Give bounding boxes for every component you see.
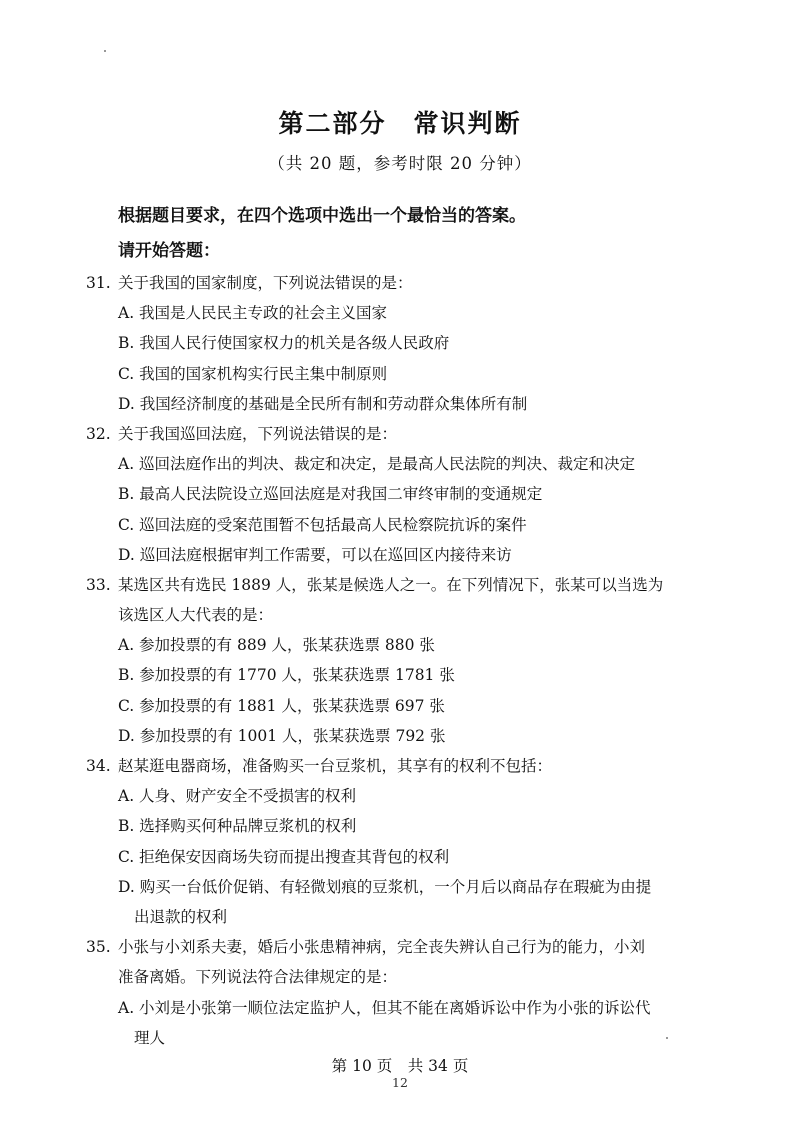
question-block bbox=[0, 268, 800, 419]
question-number: 32. bbox=[86, 424, 111, 443]
question-stem-line bbox=[0, 570, 800, 600]
answer-option: C. 巡回法庭的受案范围暂不包括最高人民检察院抗诉的案件 bbox=[118, 515, 527, 534]
answer-option: C. 参加投票的有 1881 人，张某获选票 697 张 bbox=[118, 696, 445, 715]
scan-speck bbox=[666, 1037, 668, 1039]
section-subtitle: （共 20 题，参考时限 20 分钟） bbox=[268, 154, 532, 173]
question-number: 34. bbox=[86, 757, 111, 775]
answer-option: A. 人身、财产安全不受损害的权利 bbox=[118, 787, 357, 806]
answer-option: A. 巡回法庭作出的判决、裁定和决定，是最高人民法院的判决、裁定和决定 bbox=[118, 455, 636, 474]
question-block bbox=[0, 751, 800, 932]
question-stem-text: 小张与小刘系夫妻，婚后小张患精神病，完全丧失辨认自己行为的能力，小刘 bbox=[118, 938, 646, 957]
instruction-text: 根据题目要求，在四个选项中选出一个最恰当的答案。 bbox=[118, 206, 526, 226]
page-number: 12 bbox=[392, 1075, 408, 1090]
question-stem-text: 准备离婚。下列说法符合法律规定的是： bbox=[118, 968, 398, 987]
answer-option: A. 参加投票的有 889 人，张某获选票 880 张 bbox=[118, 636, 435, 655]
answer-option: D. 参加投票的有 1001 人，张某获选票 792 张 bbox=[118, 726, 446, 745]
question-number: 33. bbox=[86, 575, 111, 594]
question-stem-text: 关于我国的国家制度，下列说法错误的是： bbox=[118, 274, 413, 292]
answer-option: C. 拒绝保安因商场失窃而提出搜查其背包的权利 bbox=[118, 847, 450, 866]
question-stem-line bbox=[0, 268, 800, 298]
section-title: 第二部分 常识判断 bbox=[278, 109, 522, 138]
scan-speck bbox=[104, 50, 106, 52]
question-number: 31. bbox=[86, 274, 111, 292]
question-block bbox=[0, 570, 800, 751]
answer-option: B. 选择购买何种品牌豆浆机的权利 bbox=[118, 817, 357, 836]
question-stem-line bbox=[0, 419, 800, 449]
question-stem-line bbox=[0, 600, 800, 630]
answer-option: B. 参加投票的有 1770 人，张某获选票 1781 张 bbox=[118, 666, 455, 685]
answer-option: D. 购买一台低价促销、有轻微划痕的豆浆机，一个月后以商品存在瑕疵为由提 bbox=[118, 877, 652, 896]
answer-option: A. 我国是人民民主专政的社会主义国家 bbox=[118, 304, 388, 323]
page-footer: 第 10 页 共 34 页 bbox=[331, 1057, 469, 1075]
question-stem-text: 关于我国巡回法庭，下列说法错误的是： bbox=[118, 424, 398, 443]
answer-option: A. 小刘是小张第一顺位法定监护人，但其不能在离婚诉讼中作为小张的诉讼代 bbox=[118, 998, 651, 1017]
question-stem-text: 赵某逛电器商场，准备购买一台豆浆机，其享有的权利不包括： bbox=[118, 757, 553, 775]
answer-option: D. 我国经济制度的基础是全民所有制和劳动群众集体所有制 bbox=[118, 394, 528, 413]
question-block bbox=[0, 932, 800, 1053]
question-stem-line bbox=[0, 932, 800, 962]
answer-option: 理人 bbox=[134, 1028, 166, 1047]
question-stem-text: 该选区人大代表的是： bbox=[118, 606, 274, 625]
question-number: 35. bbox=[86, 938, 111, 957]
start-prompt: 请开始答题： bbox=[118, 241, 220, 261]
question-stem-line bbox=[0, 751, 800, 781]
answer-option: 出退款的权利 bbox=[134, 907, 228, 926]
question-block bbox=[0, 419, 800, 570]
answer-option: B. 最高人民法院设立巡回法庭是对我国二审终审制的变通规定 bbox=[118, 485, 543, 504]
question-stem-line bbox=[0, 962, 800, 992]
answer-option: B. 我国人民行使国家权力的机关是各级人民政府 bbox=[118, 334, 450, 353]
question-list bbox=[0, 268, 800, 1053]
answer-option: C. 我国的国家机构实行民主集中制原则 bbox=[118, 364, 388, 383]
answer-option: D. 巡回法庭根据审判工作需要，可以在巡回区内接待来访 bbox=[118, 545, 512, 564]
question-stem-text: 某选区共有选民 1889 人，张某是候选人之一。在下列情况下，张某可以当选为 bbox=[118, 575, 664, 594]
